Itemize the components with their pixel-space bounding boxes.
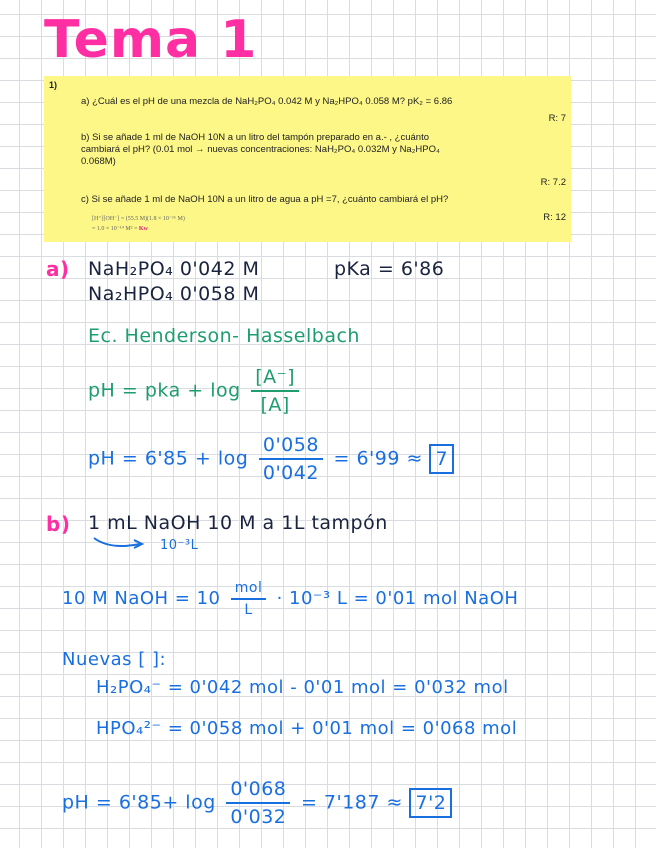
calc-b-numerator: 0'068 [226,778,290,804]
equation-name: Ec. Henderson- Hasselbach [88,325,360,347]
new-conc-label: Nuevas [ ]: [62,649,167,670]
moles-numerator: mol [231,580,267,600]
calc-a-lhs: pH = 6'85 + log [88,447,249,470]
water-ionic-product-formula [92,214,185,234]
moles-lhs: 10 M NaOH = 10 [62,588,221,609]
eq-numerator: [A⁻] [251,366,299,392]
volume-arrow-icon [90,534,150,552]
moles-fraction [231,580,267,618]
volume-note: 10⁻³L [160,538,199,553]
section-b-calculation [62,778,452,828]
h2po4-line: H₂PO₄⁻ = 0'042 mol - 0'01 mol = 0'032 mol [96,677,509,698]
calc-b-rhs: = 7'187 ≈ [300,791,403,814]
problem-number: 1) [49,80,58,90]
eq-lhs: pH = pka + log [88,379,241,402]
calc-a-numerator: 0'058 [259,434,323,460]
moles-rhs: · 10⁻³ L = 0'01 mol NaOH [276,588,519,609]
section-a-line-2: Na₂HPO₄ 0'058 M [88,283,260,305]
section-a-pka: pKa = 6'86 [334,258,445,280]
question-a-result: R: 7 [548,113,566,124]
calc-a-result: 7 [429,444,454,474]
calc-b-result: 7'2 [409,788,452,818]
calc-a-rhs: = 6'99 ≈ [333,447,423,470]
section-a-line-1: NaH₂PO₄ 0'042 M [88,258,260,280]
page-title: Tema 1 [44,10,258,70]
formula-line-1: [H⁺][OH⁻] = (55.5 M)(1.8 × 10⁻¹⁶ M) [92,216,185,222]
question-b-line-2: cambiará el pH? (0.01 mol → nuevas concentraciones: NaH₂PO₄ 0.032M y Na₂HPO₄ [81,144,440,155]
calc-a-denominator: 0'042 [262,462,319,484]
section-a-label: a) [46,257,70,281]
problem-statement-box [44,76,571,242]
section-b-statement: 1 mL NaOH 10 M a 1L tampón [88,512,388,534]
eq-fraction [251,366,299,416]
question-c-text: c) Si se añade 1 ml de NaOH 10N a un litro de agua a pH =7, ¿cuánto cambiará el pH? [81,194,449,205]
moles-calculation [62,580,518,618]
question-b-line-3: 0.068M) [81,156,116,167]
section-b-label: b) [46,512,71,536]
calc-a-fraction [259,434,323,484]
hpo4-line: HPO₄²⁻ = 0'058 mol + 0'01 mol = 0'068 mol [96,718,518,739]
question-b-result: R: 7.2 [540,177,566,188]
question-a-text: a) ¿Cuál es el pH de una mezcla de NaH₂PO₄ 0.042 M y Na₂HPO₄ 0.058 M? pK₂ = 6.86 [81,96,453,107]
formula-line-2: = 1.0 × 10⁻¹⁴ M² = [92,226,138,232]
calc-b-fraction [226,778,290,828]
calc-b-lhs: pH = 6'85+ log [62,791,216,814]
question-b-line-1: b) Si se añade 1 ml de NaOH 10N a un litro del tampón preparado en a.- , ¿cuánto [81,132,430,143]
henderson-equation [88,366,303,416]
section-a-calculation [88,434,454,484]
moles-denominator: L [244,602,253,618]
eq-denominator: [A] [260,394,290,416]
question-c-result: R: 12 [543,212,566,223]
calc-b-denominator: 0'032 [230,806,287,828]
formula-kw: Kw [138,226,148,232]
